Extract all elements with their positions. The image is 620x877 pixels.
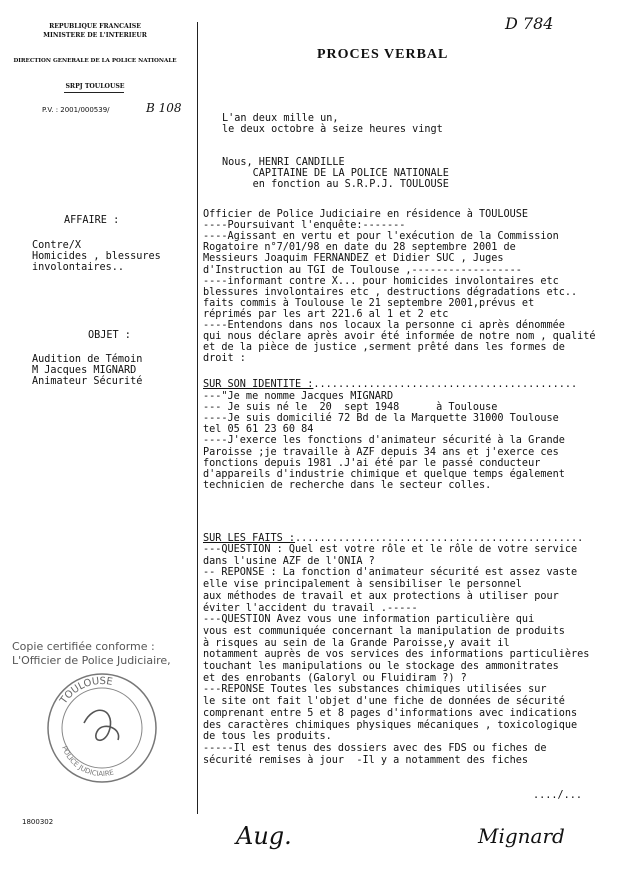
identity-heading-row <box>203 379 577 390</box>
header-ministry: MINISTERE DE L'INTERIEUR <box>43 32 147 39</box>
preamble-line: Rogatoire n°7/01/98 en date du 28 septembre 2001 de <box>203 242 516 254</box>
facts-line: comprenant entre 5 et 8 pages d'informations avec indications <box>203 707 578 719</box>
facts-line: à risques au sein de la Grande Paroisse,y avait il <box>203 637 510 649</box>
facts-line: ---REPONSE Toutes les substances chimiques utilisées sur <box>203 684 547 696</box>
identity-line: Paroisse ;je travaille à AZF depuis 34 ans et j'exerce ces <box>203 446 559 458</box>
header-direction: DIRECTION GENERALE DE LA POLICE NATIONALE <box>13 58 177 64</box>
preamble-line: ----informant contre X... pour homicides involontaires etc <box>203 275 559 287</box>
continuation-mark: ..../... <box>533 790 583 801</box>
preamble-line: blessures involontaires etc , destructions dégradations etc.. <box>203 286 578 298</box>
facts-line: dans l'usine AZF de l'ONIA ? <box>203 555 375 567</box>
identity-line: ----Je suis domicilié 72 Bd de la Marquette 31000 Toulouse <box>203 413 559 425</box>
corner-handwritten-ref: D 784 <box>505 14 554 33</box>
header-republic: REPUBLIQUE FRANCAISE <box>49 23 141 30</box>
preamble-line: et de la pièce de justice ,serment prêté dans les formes de <box>203 342 565 354</box>
facts-line: ---QUESTION : Quel est votre rôle et le rôle de votre service <box>203 544 578 555</box>
header-service-underline <box>64 92 124 93</box>
preamble-line: faits commis à Toulouse le 21 septembre 2001,prévus et <box>203 297 535 309</box>
signature-witness: Mignard <box>478 824 565 848</box>
identity-line: fonctions depuis 1981 .J'ai été par le passé conducteur <box>203 457 541 469</box>
pv-handwritten-number: B 108 <box>146 101 182 115</box>
stamp-certified-copy: Copie certifiée conforme : <box>12 640 155 653</box>
stamp-officer: L'Officier de Police Judiciaire, <box>12 654 171 667</box>
facts-line: notamment auprès de vos services des informations particulières <box>203 649 590 661</box>
facts-line: vous est communiquée concernant la manipulation de produits <box>203 625 565 637</box>
preamble-line: ----Poursuivant l'enquête:------- <box>203 220 406 232</box>
facts-line: sécurité remises à jour -Il y a notamment des fiches <box>203 754 529 766</box>
affaire-line: Homicides , blessures <box>32 251 161 262</box>
identity-line: d'appareils d'industrie chimique et quelque temps également <box>203 468 565 480</box>
pv-number-label: P.V. : 2001/000539/ <box>42 106 110 114</box>
facts-line: éviter l'accident du travail .----- <box>203 602 418 614</box>
identity-heading: SUR SON IDENTITE : <box>203 379 314 390</box>
affaire-line: involontaires.. <box>32 262 125 273</box>
identity-heading-dots: ........................................... <box>313 379 578 390</box>
facts-line: de tous les produits. <box>203 731 332 743</box>
signature-officer: Aug. <box>236 822 292 850</box>
official-seal <box>42 668 162 788</box>
preamble-line: ----Entendons dans nos locaux la personne ci après dénommée <box>203 320 565 331</box>
preamble-line: Messieurs Joaquim FERNANDEZ et Didier SUC , Juges <box>203 253 504 265</box>
identity-line: technicien de recherche dans le secteur colles. <box>203 479 492 491</box>
objet-line: M Jacques MIGNARD <box>32 365 137 376</box>
identity-line: ---"Je me nomme Jacques MIGNARD <box>203 391 394 402</box>
facts-line: touchant les manipulations ou le stockage des ammonitrates <box>203 661 559 672</box>
affaire-label: AFFAIRE : <box>64 215 120 226</box>
footer-code: 1800302 <box>22 818 54 826</box>
seal-text-bottom: POLICE JUDICIAIRE <box>60 744 115 779</box>
intro-date-line-2: le deux octobre à seize heures vingt <box>222 124 443 135</box>
affaire-line: Contre/X <box>32 240 82 251</box>
identity-line: tel 05 61 23 60 84 <box>203 424 314 436</box>
intro-officer-line-3: en fonction au S.R.P.J. TOULOUSE <box>222 179 449 190</box>
preamble-line: droit : <box>203 353 246 365</box>
header-service: SRPJ TOULOUSE <box>65 83 125 90</box>
preamble-line: d'Instruction au TGI de Toulouse ,------------------ <box>203 264 522 276</box>
facts-line: ---QUESTION Avez vous une information particulière qui <box>203 614 535 626</box>
facts-line: -- REPONSE : La fonction d'animateur sécurité est assez vaste <box>203 567 578 579</box>
margin-separator <box>197 22 198 814</box>
objet-line: Audition de Témoin <box>32 354 143 365</box>
objet-label: OBJET : <box>88 330 131 341</box>
preamble-line: ----Agissant en vertu et pour l'exécution de la Commission <box>203 231 559 243</box>
intro-officer-line-1: Nous, HENRI CANDILLE <box>222 157 345 168</box>
intro-officer-line-2: CAPITAINE DE LA POLICE NATIONALE <box>222 168 449 179</box>
facts-heading-dots: ............................................... <box>295 533 584 544</box>
identity-line: --- Je suis né le 20 sept 1948 à Toulouse <box>203 402 498 414</box>
facts-line: -----Il est tenus des dossiers avec des FDS ou fiches de <box>203 742 547 754</box>
facts-line: des caractères chimiques physiques mécaniques , toxicologique <box>203 719 578 731</box>
preamble-line: qui nous déclare après avoir été informée de notre nom , qualité <box>203 331 596 343</box>
facts-line: le site ont fait l'objet d'une fiche de données de sécurité <box>203 696 565 708</box>
identity-line: ----J'exerce les fonctions d'animateur sécurité à la Grande <box>203 435 565 447</box>
seal-text-top: TOULOUSE <box>58 675 114 707</box>
facts-line: et des enrobants (Galoryl ou Fluidiram ?) ? <box>203 672 467 684</box>
document-title: PROCES VERBAL <box>317 47 449 62</box>
facts-heading: SUR LES FAITS : <box>203 533 296 544</box>
intro-date-line-1: L'an deux mille un, <box>222 113 339 124</box>
svg-text:POLICE JUDICIAIRE <box>60 745 115 778</box>
preamble-line: Officier de Police Judiciaire en résidence à TOULOUSE <box>203 209 529 220</box>
facts-line: elle vise principalement à sensibiliser le personnel <box>203 579 522 591</box>
facts-line: aux méthodes de travail et aux protections à utiliser pour <box>203 590 559 602</box>
preamble-line: réprimés par les art 221.6 al 1 et 2 etc <box>203 308 449 320</box>
objet-line: Animateur Sécurité <box>32 376 143 387</box>
facts-heading-row <box>203 533 583 544</box>
